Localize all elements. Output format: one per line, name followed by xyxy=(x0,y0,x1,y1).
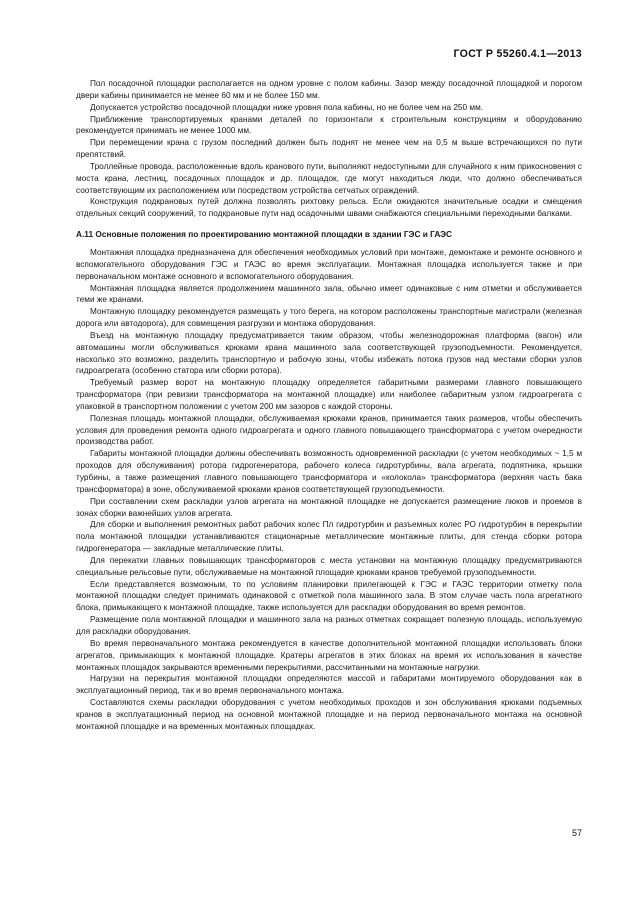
section-paragraph-1: Монтажная площадка предназначена для обеспечения необходимых условий при монтаже, демонтаже и ремонте основного и вспомогательного оборудования ГЭС и ГАЭС во время эксплуатации. Монтажная площадка используется также и при первоначальном монтаже основного и вспомогательного оборудования. xyxy=(76,247,582,281)
section-paragraph-9: Для сборки и выполнения ремонтных работ рабочих колес Пл гидротурбин и разъемных колес РО гидротурбин в перекрытии пола монтажной площадки устанавливаются стационарные металлические монтажные плиты, для стенда сборки ротора гидрогенератора — закладные металлические плиты. xyxy=(76,520,582,554)
section-paragraph-11: Если представляется возможным, то по условиям планировки прилегающей к ГЭС и ГАЭС территории отметку пола монтажной площадки следует принимать одинаковой с отметкой пола машинного зала. В этом случае часть пола агрегатного блока, примыкающего к монтажной площадке, также используется для раскладки оборудования во время ремонтов. xyxy=(76,579,582,613)
paragraph-4: При перемещении крана с грузом последний должен быть поднят не менее чем на 0,5 м выше встречающихся по пути препятствий. xyxy=(76,138,582,160)
standard-designation: ГОСТ Р 55260.4.1—2013 xyxy=(453,48,582,60)
section-paragraph-14: Нагрузки на перекрытия монтажной площадки определяются массой и габаритами монтируемого оборудования как в эксплуатационный период, так и во время первоначального монтажа. xyxy=(76,674,582,696)
section-paragraph-7: Габариты монтажной площадки должны обеспечивать возможность одновременной раскладки (с учетом необходимых ~ 1,5 м проходов для обслуживания) ротора гидрогенератора, рабочего колеса гидротурбины, вала агрегата, подпятника, крышки турбины, а также размещения главного повышающего трансформатора и «колокола» трансформатора (верхняя часть бака трансформатора) в зоне, обслуживаемой крюками кранов соответствующей грузоподъемности. xyxy=(76,449,582,494)
paragraph-1: Пол посадочной площадки располагается на одном уровне с полом кабины. Зазор между посадочной площадкой и порогом двери кабины принимается не менее 60 мм и не более 150 мм. xyxy=(76,79,582,100)
section-paragraph-15: Составляются схемы раскладки оборудования с учетом необходимых проходов и зон обслуживания крюками подъемных кранов в эксплуатационный период на основной монтажной площадке и на период первоначального монтажа на основной монтажной площадке и на временных монтажных площадках. xyxy=(76,698,582,731)
section-paragraph-4: Въезд на монтажную площадку предусматривается таким образом, чтобы железнодорожная платформа (вагон) или автомашины могли обслуживаться крюками крана машинного зала соответствующей грузоподъемности. Рекомендуется, насколько это возможно, разделить транспортную и рабочую зоны, чтобы избежать потока грузов над местами сборки узлов гидроагрегата (особенно статора или сборки ротора). xyxy=(76,330,582,376)
section-paragraph-3: Монтажную площадку рекомендуется размещать у того берега, на котором расположены транспортные магистрали (железная дорога или автодорога), для совмещения разгрузки и монтажа оборудования. xyxy=(76,307,582,329)
paragraph-2: Допускается устройство посадочной площадки ниже уровня пола кабины, но не более чем на 250 мм. xyxy=(90,102,484,112)
section-paragraph-10: Для перекатки главных повышающих трансформаторов с места установки на монтажную площадку предусматриваются специальные рельсовые пути, обслуживаемые на монтажной площадке крюками кранов требуемой грузоподъемности. xyxy=(76,555,582,577)
page-number: 57 xyxy=(571,828,582,838)
paragraph-6: Конструкция подкрановых путей должна позволять рихтовку рельса. Если ожидаются значительные осадки и смещения отдельных секций сооружений, то подкрановые пути над осадочными швами снабжаются специальными переходными балками. xyxy=(76,197,582,219)
section-paragraph-5: Требуемый размер ворот на монтажную площадку определяется габаритными размерами главного повышающего трансформатора (при ревизии трансформатора на монтажной площадке) или наиболее габаритным узлом гидроагрегата с упаковкой в транспортном положении с учетом 200 мм зазоров с каждой стороны. xyxy=(76,378,582,411)
section-paragraph-13: Во время первоначального монтажа рекомендуется в качестве дополнительной монтажной площадки использовать блоки агрегатов, примыкающих к монтажной площадке. Кратеры агрегатов в этих блоках на время их использования в качестве монтажных площадок закрываются временными перекрытиями, рассчитанными на монтажные нагрузки. xyxy=(76,638,582,672)
section-heading: А.11 Основные положения по проектированию монтажной площадки в здании ГЭС и ГАЭС xyxy=(76,229,453,240)
paragraph-5: Троллейные провода, расположенные вдоль кранового пути, выполняют недоступными для случайного к ним прикосновения с моста крана, лестниц, посадочных площадок и др. площадок, где могут находиться люди, что должно обеспечиваться соответствующим их расположением или посредством устройства сетчатых ограждений. xyxy=(76,161,582,195)
section-paragraph-8: При составлении схем раскладки узлов агрегата на монтажной площадке не допускается размещение люков и проемов в зонах сборки важнейших узлов агрегата. xyxy=(76,496,582,518)
section-paragraph-2: Монтажная площадка является продолжением машинного зала, обычно имеет одинаковые с ним отметки и обслуживается теми же кранами. xyxy=(76,283,582,305)
document-body xyxy=(76,78,582,733)
section-paragraph-12: Размещение пола монтажной площадки и машинного зала на разных отметках сокращает полезную площадь, используемую для раскладки оборудования. xyxy=(76,615,582,636)
paragraph-3: Приближение транспортируемых кранами деталей по горизонтали к строительным конструкциям и оборудованию рекомендуется принимать не менее 1000 мм. xyxy=(76,114,582,136)
section-paragraph-6: Полезная площадь монтажной площадки, обслуживаемая крюками кранов, принимается таких размеров, чтобы обеспечить условия для проведения ремонта одного гидроагрегата и одного главного повышающего трансформатора с учетом очередности производства работ. xyxy=(76,413,582,447)
